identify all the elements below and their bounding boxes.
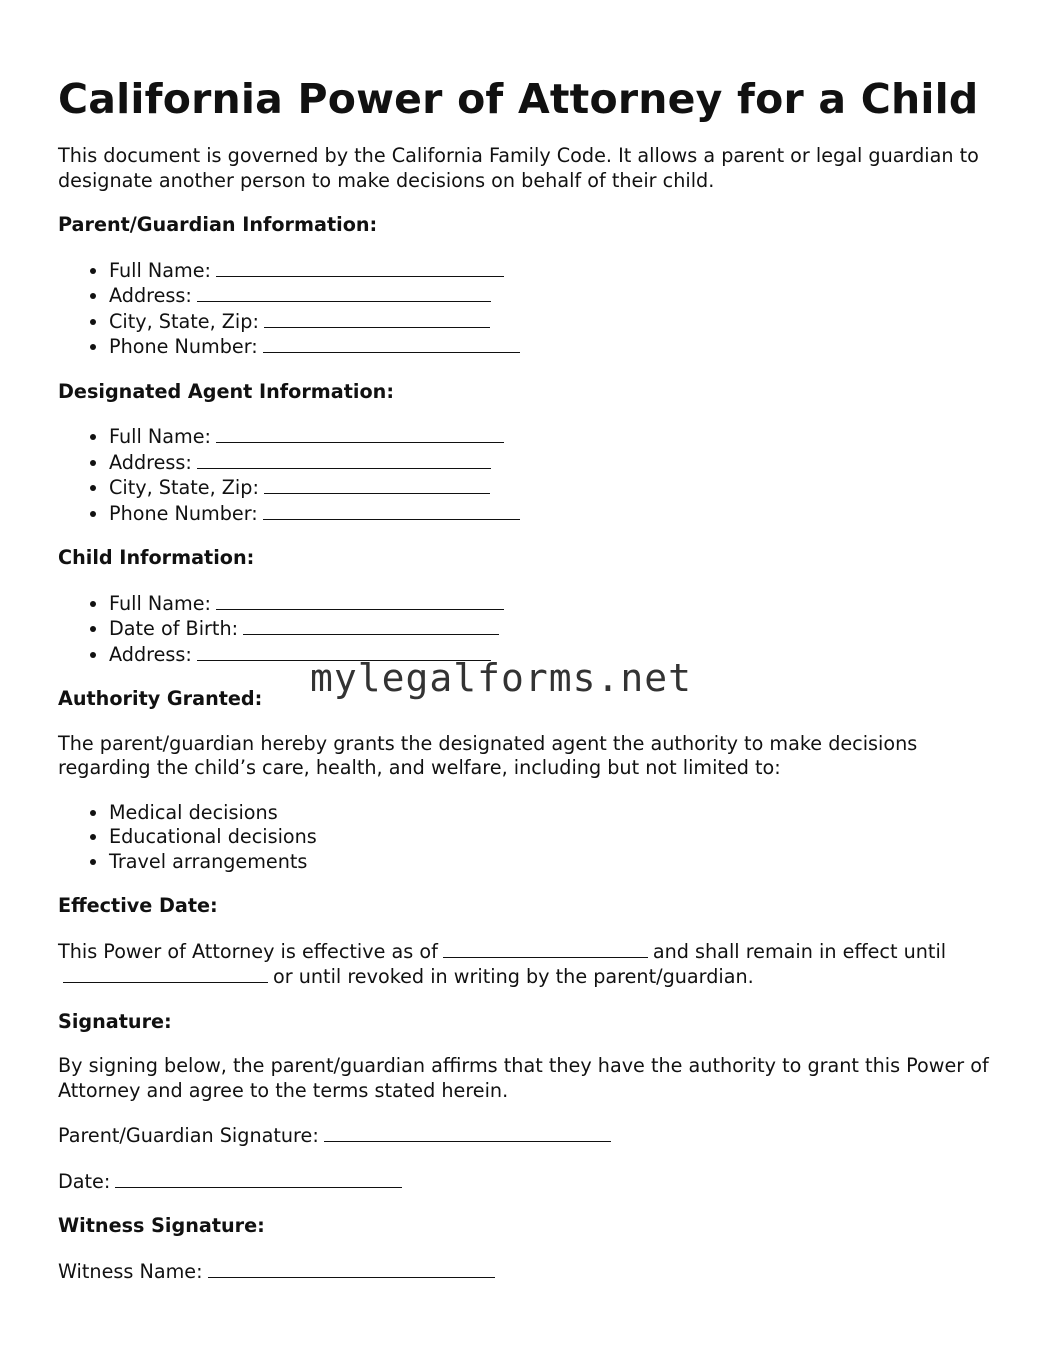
parent-city-state-zip-label: City, State, Zip: [109,309,259,333]
list-item: • Educational decisions [109,825,998,850]
agent-address-field[interactable] [197,450,491,469]
parent-phone-field[interactable] [263,334,520,353]
witness-name-label: Witness Name: [58,1259,203,1283]
agent-city-state-zip-label: City, State, Zip: [109,476,259,499]
list-item [109,591,998,617]
agent-full-name-field[interactable] [216,424,504,443]
child-dob-label: Date of Birth: [109,617,239,640]
witness-section-heading: Witness Signature: [58,1214,265,1237]
child-section-heading: Child Information: [58,546,255,569]
child-dob-field[interactable] [243,616,499,635]
child-full-name-field[interactable] [216,591,504,610]
agent-full-name-label: Full Name: [109,425,211,448]
list-item [109,258,998,284]
signature-paragraph: By signing below, the parent/guardian affirms that they have the authority to grant this Power of Attorney and agree to the terms stated herein. [58,1054,989,1102]
parent-city-state-zip-field[interactable] [264,309,490,328]
effective-paragraph [58,939,998,990]
effective-section-heading: Effective Date: [58,894,218,917]
list-item: • Medical decisions [109,801,998,826]
signature-section-heading: Signature: [58,1009,172,1033]
list-item [109,450,998,476]
parent-section-heading: Parent/Guardian Information: [58,213,378,236]
parent-address-field[interactable] [197,283,491,302]
list-item [109,501,998,527]
parent-address-label: Address: [109,284,192,307]
page-title: California Power of Attorney for a Child [58,75,979,123]
list-item [109,283,998,309]
agent-info-list [58,424,998,526]
effective-text-1: This Power of Attorney is effective as of [58,939,438,963]
list-item [109,616,998,642]
list-item [109,334,998,360]
list-item: • Travel arrangements [109,850,998,875]
watermark: mylegalforms.net [310,656,693,700]
signature-label: Parent/Guardian Signature: [58,1124,319,1147]
parent-phone-label: Phone Number: [109,335,258,358]
agent-section-heading: Designated Agent Information: [58,379,394,403]
list-item [109,309,998,335]
child-address-label: Address: [109,642,192,666]
witness-name-line [58,1259,998,1285]
authority-list [58,801,998,875]
agent-phone-field[interactable] [263,501,520,520]
agent-phone-label: Phone Number: [109,501,258,525]
signature-date-field[interactable] [115,1169,402,1188]
list-item [109,424,998,450]
authority-paragraph: The parent/guardian hereby grants the designated agent the authority to make decisions regarding the child’s care, health, and welfare, including but not limited to: [58,731,918,779]
effective-start-date-field[interactable] [443,939,648,958]
parent-signature-field[interactable] [324,1123,611,1142]
date-label: Date: [58,1169,111,1193]
parent-info-list [58,258,998,360]
parent-full-name-field[interactable] [216,258,504,277]
agent-address-label: Address: [109,450,192,474]
authority-section-heading: Authority Granted: [58,687,263,710]
agent-city-state-zip-field[interactable] [264,475,490,494]
child-full-name-label: Full Name: [109,591,211,615]
intro-paragraph: This document is governed by the California Family Code. It allows a parent or legal guardian to designate another person to make decisions on behalf of their child. [58,144,979,192]
list-item [109,475,998,501]
effective-end-date-field[interactable] [63,964,268,983]
effective-text-2: and shall remain in effect until [652,939,947,963]
date-line [58,1169,998,1195]
signature-line [58,1123,998,1149]
witness-name-field[interactable] [208,1259,495,1278]
parent-full-name-label: Full Name: [109,258,211,282]
effective-text-3: or until revoked in writing by the parent/guardian. [273,965,754,988]
